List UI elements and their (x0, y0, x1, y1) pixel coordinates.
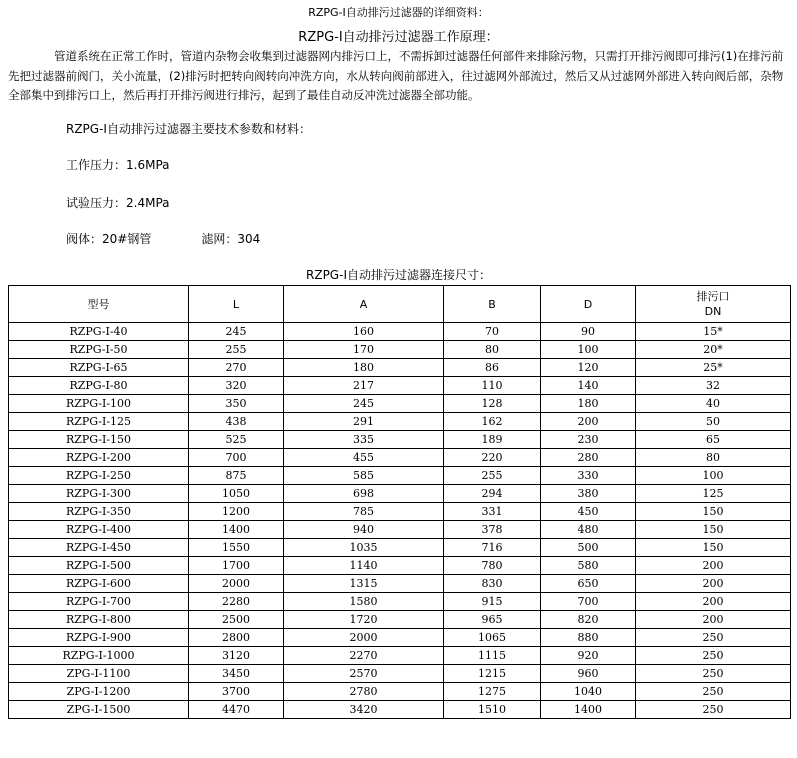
cell-model: ZPG-I-1200 (9, 683, 189, 701)
cell-l: 270 (189, 359, 284, 377)
header-b: B (444, 286, 541, 323)
cell-b: 780 (444, 557, 541, 575)
cell-l: 438 (189, 413, 284, 431)
cell-l: 4470 (189, 701, 284, 719)
cell-b: 189 (444, 431, 541, 449)
cell-model: RZPG-I-200 (9, 449, 189, 467)
cell-model: RZPG-I-1000 (9, 647, 189, 665)
cell-a: 170 (284, 341, 444, 359)
cell-outlet-dn: 100 (636, 467, 791, 485)
cell-a: 2780 (284, 683, 444, 701)
test-pressure: 试验压力：2.4MPa (66, 196, 170, 210)
cell-outlet-dn: 150 (636, 503, 791, 521)
cell-model: RZPG-I-400 (9, 521, 189, 539)
cell-b: 86 (444, 359, 541, 377)
cell-b: 110 (444, 377, 541, 395)
table-row (9, 575, 791, 593)
cell-b: 716 (444, 539, 541, 557)
cell-b: 1215 (444, 665, 541, 683)
cell-d: 450 (541, 503, 636, 521)
cell-model: RZPG-I-700 (9, 593, 189, 611)
table-row (9, 629, 791, 647)
cell-model: RZPG-I-125 (9, 413, 189, 431)
cell-model: ZPG-I-1100 (9, 665, 189, 683)
cell-d: 880 (541, 629, 636, 647)
cell-l: 875 (189, 467, 284, 485)
cell-l: 1050 (189, 485, 284, 503)
cell-d: 1400 (541, 701, 636, 719)
cell-b: 220 (444, 449, 541, 467)
work-pressure: 工作压力：1.6MPa (66, 158, 170, 172)
cell-model: RZPG-I-50 (9, 341, 189, 359)
cell-outlet-dn: 32 (636, 377, 791, 395)
screen-material: 滤网：304 (201, 232, 261, 246)
cell-d: 500 (541, 539, 636, 557)
cell-outlet-dn: 200 (636, 575, 791, 593)
cell-outlet-dn: 40 (636, 395, 791, 413)
outlet-header-line: 排污口 (696, 290, 730, 303)
section-title: RZPG-I自动排污过滤器工作原理： (298, 30, 499, 45)
header-model: 型号 (9, 286, 189, 323)
cell-outlet-dn: 250 (636, 683, 791, 701)
cell-l: 3700 (189, 683, 284, 701)
cell-outlet-dn: 200 (636, 557, 791, 575)
table-row (9, 341, 791, 359)
cell-outlet-dn: 200 (636, 611, 791, 629)
cell-b: 162 (444, 413, 541, 431)
cell-outlet-dn: 250 (636, 629, 791, 647)
cell-model: RZPG-I-100 (9, 395, 189, 413)
cell-b: 378 (444, 521, 541, 539)
cell-b: 255 (444, 467, 541, 485)
cell-l: 1200 (189, 503, 284, 521)
cell-a: 585 (284, 467, 444, 485)
cell-model: RZPG-I-300 (9, 485, 189, 503)
cell-outlet-dn: 150 (636, 539, 791, 557)
cell-d: 700 (541, 593, 636, 611)
cell-model: RZPG-I-80 (9, 377, 189, 395)
cell-a: 785 (284, 503, 444, 521)
cell-l: 320 (189, 377, 284, 395)
cell-l: 3450 (189, 665, 284, 683)
cell-outlet-dn: 25* (636, 359, 791, 377)
cell-outlet-dn: 125 (636, 485, 791, 503)
cell-l: 525 (189, 431, 284, 449)
cell-d: 650 (541, 575, 636, 593)
cell-d: 90 (541, 323, 636, 341)
table-row (9, 701, 791, 719)
cell-b: 915 (444, 593, 541, 611)
cell-b: 294 (444, 485, 541, 503)
cell-d: 100 (541, 341, 636, 359)
cell-model: ZPG-I-1500 (9, 701, 189, 719)
table-row (9, 323, 791, 341)
outlet-header-line: DN (704, 305, 722, 318)
cell-a: 245 (284, 395, 444, 413)
body-material: 阀体：20#钢管 (66, 232, 152, 246)
table-body (9, 323, 791, 719)
header-l: L (189, 286, 284, 323)
cell-model: RZPG-I-350 (9, 503, 189, 521)
cell-model: RZPG-I-150 (9, 431, 189, 449)
cell-l: 2280 (189, 593, 284, 611)
cell-outlet-dn: 20* (636, 341, 791, 359)
header-d: D (541, 286, 636, 323)
table-row (9, 395, 791, 413)
cell-a: 1140 (284, 557, 444, 575)
cell-l: 1400 (189, 521, 284, 539)
cell-outlet-dn: 200 (636, 593, 791, 611)
cell-a: 180 (284, 359, 444, 377)
cell-model: RZPG-I-600 (9, 575, 189, 593)
cell-outlet-dn: 250 (636, 701, 791, 719)
cell-l: 2500 (189, 611, 284, 629)
cell-d: 380 (541, 485, 636, 503)
cell-a: 1035 (284, 539, 444, 557)
table-row (9, 431, 791, 449)
cell-outlet-dn: 80 (636, 449, 791, 467)
cell-model: RZPG-I-250 (9, 467, 189, 485)
table-row (9, 377, 791, 395)
table-row (9, 503, 791, 521)
cell-d: 1040 (541, 683, 636, 701)
cell-b: 1510 (444, 701, 541, 719)
cell-a: 335 (284, 431, 444, 449)
cell-d: 200 (541, 413, 636, 431)
cell-d: 920 (541, 647, 636, 665)
cell-a: 2000 (284, 629, 444, 647)
cell-model: RZPG-I-500 (9, 557, 189, 575)
cell-d: 960 (541, 665, 636, 683)
table-row (9, 611, 791, 629)
cell-l: 255 (189, 341, 284, 359)
cell-a: 2270 (284, 647, 444, 665)
cell-a: 698 (284, 485, 444, 503)
cell-a: 217 (284, 377, 444, 395)
cell-model: RZPG-I-65 (9, 359, 189, 377)
cell-a: 3420 (284, 701, 444, 719)
cell-a: 940 (284, 521, 444, 539)
cell-outlet-dn: 250 (636, 647, 791, 665)
cell-a: 455 (284, 449, 444, 467)
table-title: RZPG-I自动排污过滤器连接尺寸： (306, 268, 491, 282)
table-row (9, 413, 791, 431)
cell-outlet-dn: 250 (636, 665, 791, 683)
cell-a: 160 (284, 323, 444, 341)
cell-a: 1315 (284, 575, 444, 593)
table-row (9, 521, 791, 539)
cell-model: RZPG-I-900 (9, 629, 189, 647)
cell-b: 1115 (444, 647, 541, 665)
cell-d: 480 (541, 521, 636, 539)
cell-a: 1580 (284, 593, 444, 611)
params-heading: RZPG-I自动排污过滤器主要技术参数和材料： (66, 122, 311, 136)
cell-model: RZPG-I-450 (9, 539, 189, 557)
cell-b: 1275 (444, 683, 541, 701)
table-row (9, 485, 791, 503)
cell-a: 2570 (284, 665, 444, 683)
table-row (9, 539, 791, 557)
cell-l: 2800 (189, 629, 284, 647)
cell-outlet-dn: 65 (636, 431, 791, 449)
cell-outlet-dn: 150 (636, 521, 791, 539)
cell-d: 120 (541, 359, 636, 377)
cell-b: 830 (444, 575, 541, 593)
doc-title: RZPG-I自动排污过滤器的详细资料： (308, 6, 489, 19)
cell-l: 3120 (189, 647, 284, 665)
cell-a: 1720 (284, 611, 444, 629)
cell-d: 230 (541, 431, 636, 449)
cell-model: RZPG-I-40 (9, 323, 189, 341)
cell-l: 2000 (189, 575, 284, 593)
cell-b: 965 (444, 611, 541, 629)
cell-outlet-dn: 15* (636, 323, 791, 341)
cell-b: 70 (444, 323, 541, 341)
table-row (9, 593, 791, 611)
cell-d: 820 (541, 611, 636, 629)
table-row (9, 683, 791, 701)
cell-outlet-dn: 50 (636, 413, 791, 431)
cell-l: 700 (189, 449, 284, 467)
cell-d: 280 (541, 449, 636, 467)
cell-b: 128 (444, 395, 541, 413)
cell-d: 140 (541, 377, 636, 395)
header-outlet-dn (636, 286, 791, 323)
cell-l: 350 (189, 395, 284, 413)
table-row (9, 647, 791, 665)
table-row (9, 557, 791, 575)
table-header-row (9, 286, 791, 323)
cell-b: 80 (444, 341, 541, 359)
cell-model: RZPG-I-800 (9, 611, 189, 629)
cell-d: 580 (541, 557, 636, 575)
table-row (9, 359, 791, 377)
cell-l: 245 (189, 323, 284, 341)
table-row (9, 467, 791, 485)
intro-paragraph: 管道系统在正常工作时，管道内杂物会收集到过滤器网内排污口上，不需拆卸过滤器任何部件来排除污物，只需打开排污阀即可排污(1)在排污前先把过滤器前阀门，关小流量，(2)排污时把转向阀转向冲洗方向，水从转向阀前部进入，往过滤网外部流过，然后又从过滤网外部进入转向阀后部，杂物全部集中到排污口上，然后再打开排污阀进行排污，起到了最佳自动反冲洗过滤器全部功能。 (8, 49, 784, 102)
dimensions-table (8, 285, 791, 719)
cell-l: 1700 (189, 557, 284, 575)
table-row (9, 449, 791, 467)
table-row (9, 665, 791, 683)
cell-d: 180 (541, 395, 636, 413)
cell-a: 291 (284, 413, 444, 431)
cell-b: 331 (444, 503, 541, 521)
header-a: A (284, 286, 444, 323)
materials-line (66, 231, 260, 247)
cell-b: 1065 (444, 629, 541, 647)
cell-l: 1550 (189, 539, 284, 557)
cell-d: 330 (541, 467, 636, 485)
